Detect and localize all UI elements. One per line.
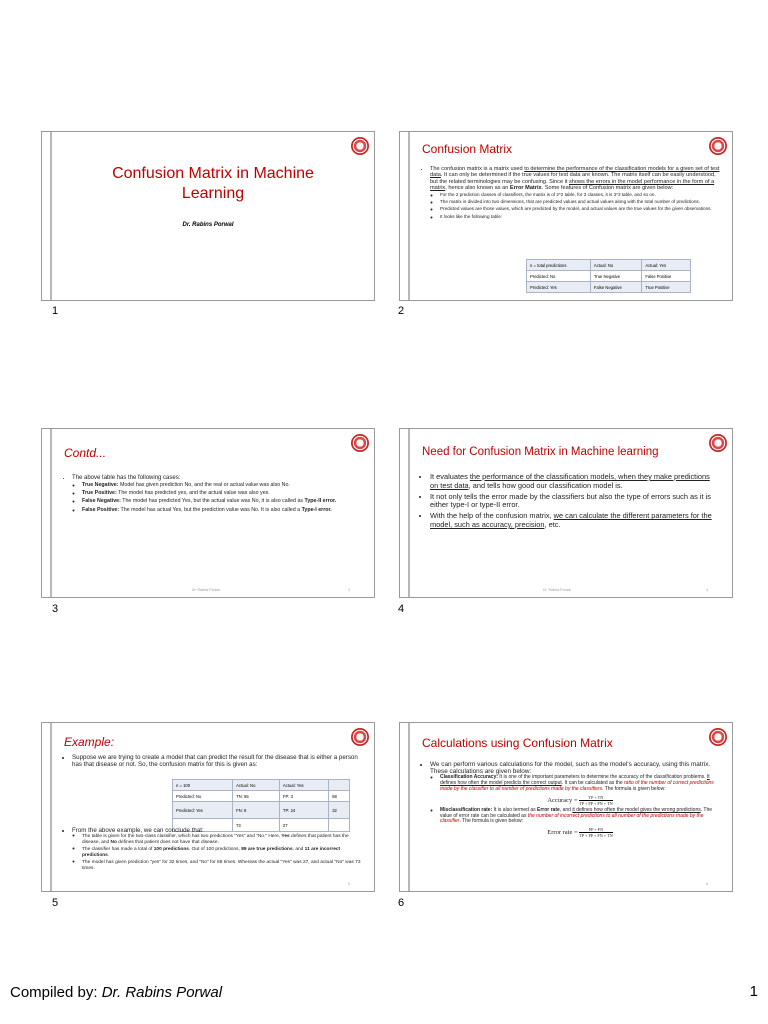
table-cell: True Negative [590,271,641,282]
sub-bullet: ◦ True Positive: The model has predicted yes, and the actual value was also yes. [82,490,362,496]
slide-4 [399,428,733,598]
table-cell: Actual: No [233,780,280,791]
slide-left-bar [50,132,52,300]
slide-number-3: 3 [52,603,59,615]
bullet: • The above table has the following cases: ◦ True Negative: Model has given prediction No, and the real or actual value was also No. ◦ True Positive: The model has predicted yes, and the actual value was also yes. ◦ False Negative: The model has predicted Yes, but the actual value was No, it is also called as Type-II error. ◦ False Positive: The model has actual Yes, but the prediction value was No. It is also called a Type-I error. [72,475,362,513]
bullet: • The confusion matrix is a matrix used to determine the performance of the classification models for a given set of test data. It can only be determined if the true values for test data are known. The matrix itself can be easily understood, but the related terminologies may be confusing. Since it shows the errors in the model performance in the form of a matrix, hence also known as an Error Matrix. Some features of Confusion matrix are given below: ◦ For the 2 prediction classes of classifiers, the matrix is of 2*2 table, for 3 classes, it is 3*3 table, and so on. ◦ The matrix is divided into two dimensions, that are predicted values and actual values along with the total number of predictions. ◦ Predicted values are those values, which are predicted by the model, and actual values are the true values for the given observations. ◦ It looks like the following table: [430,166,720,219]
slide-footer-number: 5 [348,882,350,886]
bullet: • Suppose we are trying to create a model that can predict the result for the disease that is either a person has that disease or not. So, the confusion matrix for this is given as: [72,754,362,768]
accuracy-formula: Accuracy = $\frac{TP + TN}{TP + FP + FN + TN}$ [547,794,613,806]
compiled-label: Compiled by: [10,984,102,1001]
sub-bullet: ◦ Misclassification rate: It is also termed as Error rate, and it defines how often the model gives the wrong predictions. The value of error rate can be calculated as the number of incorrect predictions to all number of the predictions made by the classifier. The formula is given below: Error rate = $\frac{FP + FN}{TP + FP + FN + TN}$ [440,808,720,838]
table-cell: FN: 8 [233,802,280,819]
slide-left-bar [408,429,410,597]
slide-1 [41,131,375,301]
sub-bullet: ◦ True Negative: Model has given prediction No, and the real or actual value was also No. [82,482,362,488]
table-cell: Actual: No [590,260,641,271]
table-cell: Actual: Yes [642,260,691,271]
slide-number-4: 4 [398,603,405,615]
slide-body [422,761,720,840]
sub-bullet: ◦ The model has given prediction "yes" for 32 times, and "No" for 68 times. Whereas the actual "Yes" was 27, and actual "No" was 73 times. [82,860,362,871]
sub-bullet: ◦ For the 2 prediction classes of classifiers, the matrix is of 2*2 table, for 3 classes, it is 3*3 table, and so on. [440,192,720,197]
slide-footer: Dr. Rabins Porwal [543,588,572,592]
example-matrix-table [172,779,350,832]
slide-title: Need for Confusion Matrix in Machine learning [422,446,659,458]
slide-number-5: 5 [52,897,59,909]
bullet: • From the above example, we can conclude that: ◦ The table is given for the two-class classifier, which has two predictions "Yes" and "No." Here, Yes defines that patient has the disease, and No defines that patient does not have that disease. ◦ The classifier has made a total of 100 predictions. Out of 100 predictions, 89 are true predictions, and 11 are incorrect predictions. ◦ The model has given prediction "yes" for 32 times, and "No" for 68 times. Whereas the actual "Yes" was 27, and actual "No" was 73 times. [72,827,362,871]
slide-footer-number: 4 [706,588,708,592]
slide-title: Example: [64,735,115,749]
slide-body [64,475,362,515]
slide-5 [41,722,375,892]
table-cell: Actual: Yes [279,780,328,791]
institution-logo-icon [709,137,727,155]
error-rate-formula: Error rate = $\frac{FP + FN}{TP + FP + FN + TN}$ [547,827,613,839]
table-cell: Predicted: Yes [173,802,233,819]
slide-title: Contd... [64,446,107,460]
institution-logo-icon [709,728,727,746]
slide-3 [41,428,375,598]
sub-bullet: ◦ False Negative: The model has predicted Yes, but the actual value was No, it is also called as Type-II error. [82,498,362,504]
institution-logo-icon [351,434,369,452]
slide-title: Confusion Matrix [422,142,513,156]
cover-author: Dr. Rabins Porwal [182,222,234,228]
bullet: • We can perform various calculations for the model, such as the model's accuracy, using this matrix. These calculations are given below: ◦ Classification Accuracy: It is one of the important parameters to determine the accuracy of the classification problems. It defines how often the model predicts the correct output. It can be calculated as the ratio of the number of correct predictions made by the classifier to all number of predictions made by the classifiers. The formula is given below: Accuracy = $\frac{TP + TN}{TP + FP + FN + TN}$ ◦ Misclassification rate: It is also termed as Error rate, and it defines how often the model gives the wrong predictions. The value of error rate can be calculated as the number of incorrect predictions to all number of the predictions made by the classifier. The formula is given below: Error rate = $\frac{FP + FN}{TP + FP + FN + TN}$ [430,761,720,838]
slide-left-bar [50,723,52,891]
slide-number-6: 6 [398,897,405,909]
compiled-by-footer [10,984,222,1001]
table-cell: FP: 3 [279,791,328,802]
table-cell: n = 100 [173,780,233,791]
table-cell: True Positive [642,282,691,293]
institution-logo-icon [351,137,369,155]
slide-number-1: 1 [52,305,59,317]
confusion-matrix-table [526,259,691,293]
slide-body-lower [64,827,362,873]
sub-bullet: ◦ False Positive: The model has actual Yes, but the prediction value was No. It is also called a Type-I error. [82,507,362,513]
sub-bullet: ◦ The matrix is divided into two dimensions, that are predicted values and actual values along with the total number of predictions. [440,199,720,204]
slide-footer-number: 3 [348,588,350,592]
slide-footer-number: 6 [706,882,708,886]
sub-bullet: ◦ It looks like the following table: [440,214,720,219]
cover-title: Confusion Matrix in Machine Learning [112,165,314,202]
slide-body [422,473,720,532]
table-cell [329,780,350,791]
table-cell: TN: 65 [233,791,280,802]
institution-logo-icon [351,728,369,746]
slide-body [422,166,720,221]
bullet: • With the help of the confusion matrix, we can calculate the different parameters for the model, such as accuracy, precision, etc. [430,512,720,530]
table-cell: 73 [233,819,280,832]
sub-bullet: ◦ Predicted values are those values, which are predicted by the model, and actual values are the true values for the given observations. [440,206,720,211]
sub-bullet: ◦ The classifier has made a total of 100 predictions. Out of 100 predictions, 89 are true predictions, and 11 are incorrect predictions. [82,847,362,858]
slide-2 [399,131,733,301]
slide-left-bar [408,723,410,891]
compiled-author: Dr. Rabins Porwal [101,984,223,1001]
sub-bullet: ◦ The table is given for the two-class classifier, which has two predictions "Yes" and "No." Here, Yes defines that patient has the disease, and No defines that patient does not have that disease. [82,834,362,845]
table-cell: 32 [329,802,350,819]
table-cell: 68 [329,791,350,802]
bullet: • It not only tells the error made by the classifiers but also the type of errors such as it is either type-I or type-II error. [430,493,720,511]
slide-left-bar [408,132,410,300]
slide-number-2: 2 [398,305,405,317]
slide-footer: Dr. Rabins Porwal [192,588,221,592]
table-cell: False Positive [642,271,691,282]
table-cell: Predicted: No [173,791,233,802]
slide-title: Calculations using Confusion Matrix [422,736,613,750]
slide-body [64,754,362,770]
slide-left-bar [50,429,52,597]
page-number: 1 [749,983,758,1000]
table-cell: Predicted: Yes [527,282,591,293]
institution-logo-icon [709,434,727,452]
table-cell: False Negative [590,282,641,293]
table-cell: n = total predictions [527,260,591,271]
table-cell: TP: 24 [279,802,328,819]
table-cell: 27 [279,819,328,832]
table-cell: Predicted: No [527,271,591,282]
sub-bullet: ◦ Classification Accuracy: It is one of the important parameters to determine the accuracy of the classification problems. It defines how often the model predicts the correct output. It can be calculated as the ratio of the number of correct predictions made by the classifier to all number of predictions made by the classifiers. The formula is given below: Accuracy = $\frac{TP + TN}{TP + FP + FN + TN}$ [440,775,720,805]
slide-6 [399,722,733,892]
bullet: • It evaluates the performance of the classification models, when they make predictions on test data, and tells how good our classification model is. [430,473,720,491]
